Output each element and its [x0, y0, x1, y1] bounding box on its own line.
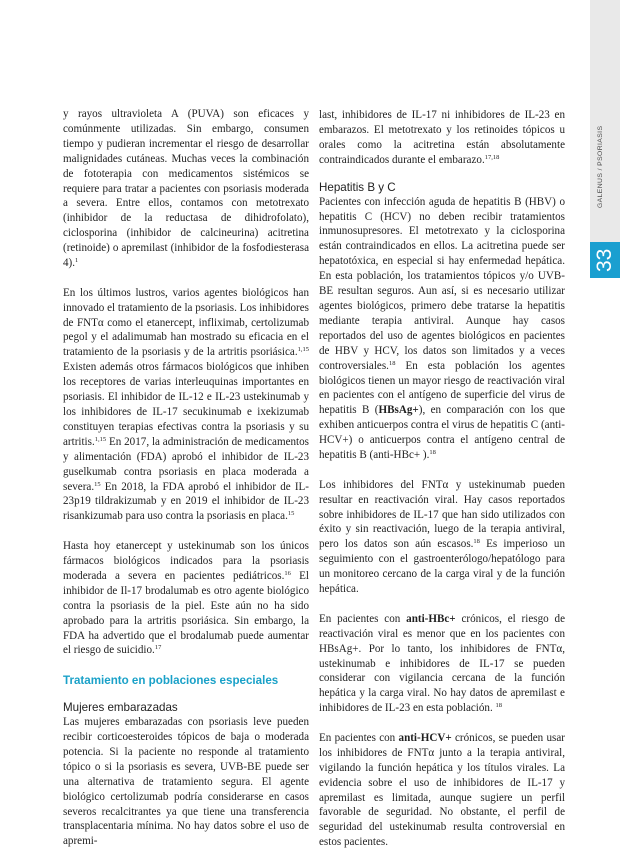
citation: 1,15	[297, 346, 309, 354]
bold-term: anti-HBc+	[406, 612, 456, 625]
citation: 15	[287, 510, 295, 518]
citation: 16	[284, 569, 291, 577]
subsection-heading: Hepatitis B y C	[319, 180, 396, 194]
subsection-heading: Mujeres embarazadas	[63, 701, 178, 715]
citation: 17	[154, 644, 162, 652]
bold-term: anti-HCV+	[398, 731, 452, 744]
citation: 1,15	[94, 435, 107, 443]
section-heading: Tratamiento en poblaciones especiales	[63, 674, 279, 688]
paragraph: Las mujeres embarazadas con psoriasis leve pueden recibir corticoesteroides tópicos de baja o moderada potencia. Si la paciente no responde al tratamiento tópico o si la psoriasis es severa, UVB-BE puede ser una alternativa de tratamiento segura. El agente biológico certolizumab podría considerarse en casos severos recalcitrantes ya que tiene una transferencia transplacentaria mínima. No hay datos sobre el uso de apremi-	[63, 716, 309, 848]
citation: 17,18	[484, 153, 500, 161]
paragraph: En los últimos lustros, varios agentes biológicos han innovado el tratamiento de la psoriasis. Los inhibidores de FNTα como el etanercept, infliximab, certolizumab pegol y el adalimumab han mostrado su eficacia en el tratamiento de la psoriasis y de la artritis psoriásica.$^{1,15}$ Existen además otros fármacos biológicos que inhiben los receptores de varias interleuquinas importantes en psoriasis. El inhibidor de IL-12 e IL-23 ustekinumab y los inhibidores de IL-17 secukinumab e ixekizumab constituyen terapias efectivas contra la psoriasis y su artritis.$^{1,15}$ En 2017, la administración de medicamentos y alimentación (FDA) aprobó el inhibidor de IL-23 guselkumab contra psoriasis en placa moderada a severa.$^{15}$ En 2018, la FDA aprobó el inhibidor de IL-23p19 tildrakizumab y en 2019 el inhibidor de IL-23 risankizumab para uso contra la psoriasis en placa.$^{15}$	[63, 286, 309, 523]
page-number: 33	[593, 248, 616, 272]
citation: 18	[429, 449, 436, 457]
side-tab-shade	[590, 0, 620, 262]
paragraph: last, inhibidores de IL-17 ni inhibidores de IL-23 en embarazos. El metotrexato y los retinoides tópicos u orales como la acitretina están absolutamente contraindicados durante el embarazo.$^{17,18}$	[319, 109, 565, 166]
paragraph: Hasta hoy etanercept y ustekinumab son los únicos fármacos biológicos indicados para la psoriasis moderada a severa en pacientes pediátricos.$^{16}$ El inhibidor de Il-17 brodalumab es otro agente biológico contra la psoriasis de la piel. Este aún no ha sido aprobado para la artritis psoriásica. Sin embargo, la FDA ha advertido que el brodalumab puede aumentar el riesgo de suicidio.$^{17}$	[63, 540, 309, 657]
left-column	[63, 107, 309, 849]
right-column	[319, 108, 565, 850]
citation: 15	[94, 480, 101, 488]
paragraph: Pacientes con infección aguda de hepatitis B (HBV) o hepatitis C (HCV) no deben recibir tratamientos inmunosupresores. El metotrexato y la ciclosporina están contraindicados en ellos. La acitretina puede ser hepatotóxica, en especial si hay enfermedad hepática. En esta población, los tratamientos tópicos y/o UVB- BE resultan seguros. Aun así, si es necesario utilizar agentes biológicos, primero debe tratarse la hepatitis mediante terapia antiviral. Aunque hay casos reportados del uso de agentes biológicos en pacientes de HBV y HCV, los datos son limitados y a veces controversiales.$^{18}$ En esta población los agentes biológicos tienen un mayor riesgo de reactivación viral en pacientes con el antígeno de superficie del virus de hepatitis B (HBsAg+), en comparación con los que exhiben anticuerpos contra el virus de hepatitis C (anti-HCV+) o anticuerpos contra el antígeno central de hepatitis B (anti-HBc+ ).$^{18}$	[319, 195, 566, 462]
bold-term: HBsAg+	[378, 404, 419, 417]
citation: 1	[75, 257, 79, 265]
running-header: GALENUS / PSORIASIS	[597, 125, 604, 208]
paragraph: En pacientes con anti-HCV+ crónicos, se pueden usar los inhibidores de FNTα junto a la terapia antiviral, vigilando la función hepática y los títulos virales. La evidencia sobre el uso de inhibidores de IL-17 y apremilast es limitada, aunque sugiere un perfil favorable de seguridad. No obstante, el perfil de seguridad del ustekinumab resulta controversial en estos pacientes.	[319, 731, 565, 849]
citation: 18	[473, 538, 480, 546]
citation: 18	[388, 359, 396, 367]
paragraph: Los inhibidores del FNTα y ustekinumab pueden resultar en reactivación viral. Hay casos reportados sobre inhibidores de IL-17 que han sido utilizados con éxito y sin reactivación, luego de la terapia antiviral, pero los datos son aún escasos.$^{18}$ Es imperioso un seguimiento con el gastroenterólogo/hepatólogo para un monitoreo cercano de la carga viral y de la función hepática.	[319, 478, 565, 596]
paragraph: y rayos ultravioleta A (PUVA) son eficaces y comúnmente utilizadas. Sin embargo, consumen tiempo y pudieran incrementar el riesgo de desarrollar malignidades cutáneas. Muchas veces la combinación de fototerapia con medicamentos sistémicos se requiere para tratar a pacientes con psoriasis moderada a severa. Entre ellos, contamos con metotrexato (inhibidor de la reductasa de dihidrofolato), ciclosporina (inhibidor de calcineurina) acitretina (retinoide) o apremilast (inhibidor de la fosfodiesterasa 4).$^1$	[63, 108, 309, 270]
side-tab	[590, 0, 620, 802]
citation: 18	[495, 702, 503, 710]
paragraph: En pacientes con anti-HBc+ crónicos, el riesgo de reactivación viral es menor que en los pacientes con HBsAg+. Por lo tanto, los inhibidores de FNTα, ustekinumab e inhibidores de IL-17 se pueden considerar con vigilancia cercana de la función hepática y la carga viral. No hay datos de apremilast e inhibidores de IL-23 en esta población. $^{18}$	[319, 612, 565, 715]
